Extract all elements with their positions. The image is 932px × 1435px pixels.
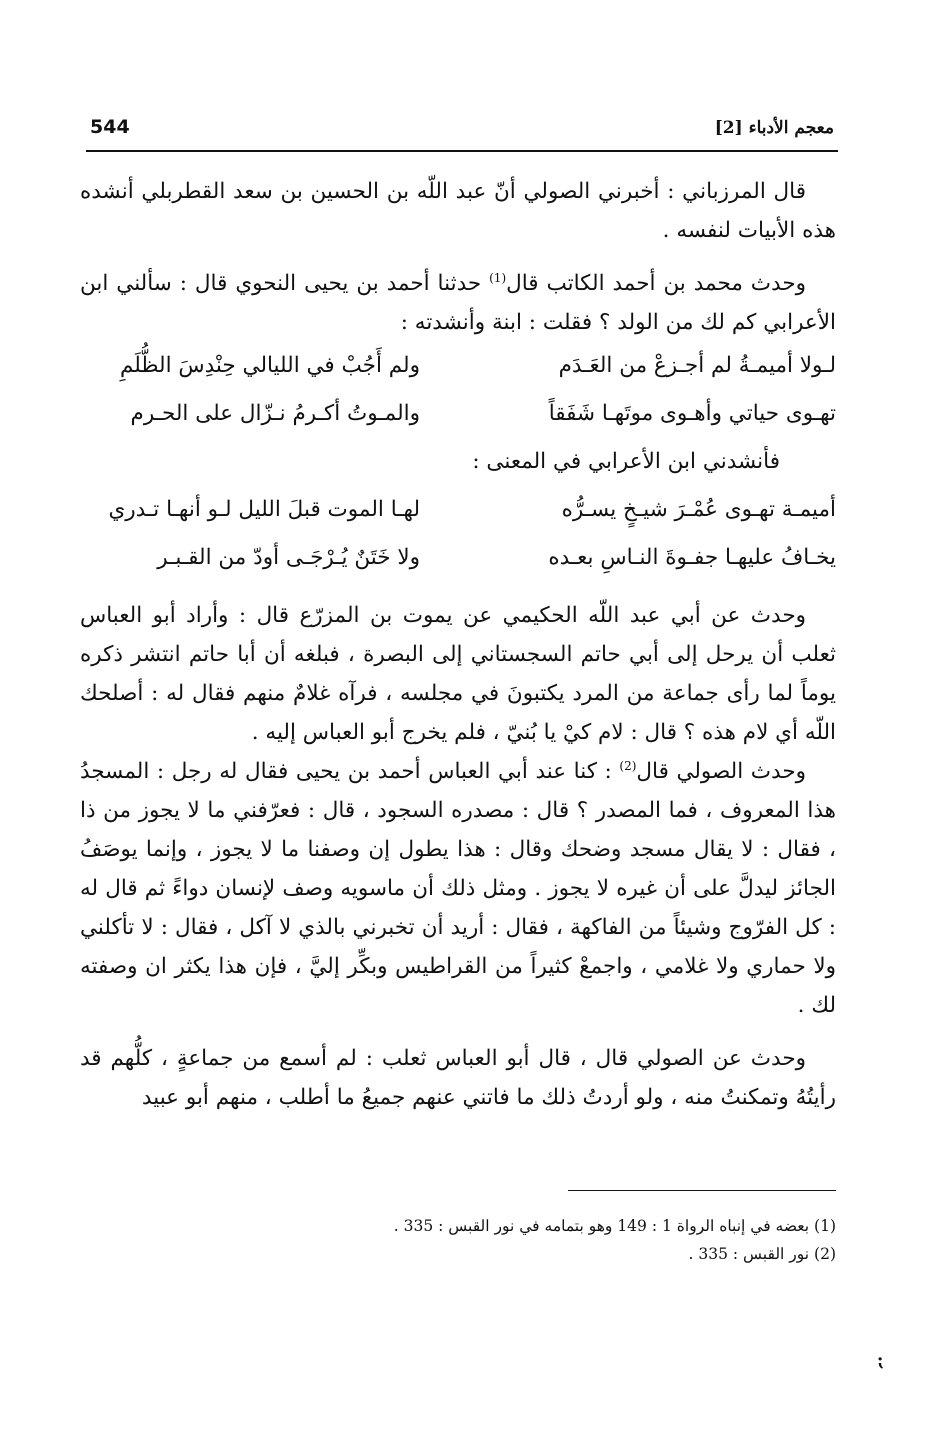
verse-1-first-hemistich: لـولا أميمـةُ لم أجـزعْ من العَـدَم <box>558 353 836 378</box>
verse-1 <box>80 342 836 390</box>
page-header <box>86 110 838 152</box>
paragraph-5: وحدث عن الصولي قال ، قال أبو العباس ثعلب : لم أسمع من جماعةٍ ، كلُّهم قد رأيتُهُ وتمكنتُ منه ، ولو أردتُ ذلك ما فاتني عنهم جميعُ ما أطلب ، منهم أبو عبيد <box>80 1046 836 1110</box>
paragraph-4 <box>80 752 836 1025</box>
footnote-ref-1: (1) <box>489 270 507 285</box>
footnote-1: (1) بعضه في إنباه الرواة 1 : 149 وهو بتمامه في نور القبس : 335 . <box>393 1217 836 1235</box>
paragraph-3: وحدث عن أبي عبد اللّه الحكيمي عن يموت بن المزرّع قال : وأراد أبو العباس ثعلب أن يرحل إلى أبي حاتم السجستاني إلى البصرة ، فبلغه أن أبا حاتم انتشر ذكره يوماً لما رأى جماعة من المرد يكتبونَ في مجلسه ، فرآه غلامٌ منهم فقال له : أصلحك اللّه أي لام هذه ؟ قال : لام كيْ يا بُنيّ ، فلم يخرج أبو العباس إليه . <box>80 603 836 745</box>
paragraph-2-text-a: وحدث محمد بن أحمد الكاتب قال <box>506 271 806 296</box>
verse-4-second-hemistich: ولا خَتَنٌ يُـرْجَـى أودّ من القـبـر <box>157 545 420 570</box>
paragraph-2-text-b: حدثنا أحمد بن يحيى النحوي قال : سألني ابن الأعرابي كم لك من الولد ؟ فقلت : ابنة وأنشدته : <box>80 271 836 335</box>
footnotes <box>80 1212 836 1268</box>
verse-4 <box>80 534 836 582</box>
main-text <box>80 172 836 1117</box>
verse-intro: فأنشدني ابن الأعرابي في المعنى : <box>472 449 780 474</box>
page-number: 544 <box>90 116 130 138</box>
footnote-ref-2: (2) <box>619 758 637 773</box>
paragraph-1: قال المرزباني : أخبرني الصولي أنّ عبد اللّه بن الحسين بن سعد القطربلي أنشده هذه الأبيات لنفسه . <box>80 179 836 243</box>
verse-4-first-hemistich: يخـافُ عليهـا جفـوةَ النـاسِ بعـده <box>548 545 836 570</box>
verse-3 <box>80 486 836 534</box>
verse-3-first-hemistich: أميمـة تهـوى عُمْـرَ شيـخٍ يسـرُّه <box>561 497 836 522</box>
running-title: معجم الأدباء [2] <box>714 118 834 138</box>
verse-3-second-hemistich: لهـا الموت قبلَ الليل لـو أنهـا تـدري <box>108 497 420 522</box>
verse-1-second-hemistich: ولم أَجُبْ في الليالي حِنْدِسَ الظُّلَمِ <box>119 353 420 378</box>
paragraph-4-text-a: وحدث الصولي قال <box>636 759 806 784</box>
verse-2-second-hemistich: والمـوتُ أكـرمُ نـزّال على الحـرم <box>130 401 420 426</box>
verse-2-first-hemistich: تهـوى حياتي وأهـوى موتَهـا شَفَقاً <box>548 401 836 426</box>
verse-2 <box>80 390 836 438</box>
footnote-separator <box>568 1190 836 1191</box>
footnote-2: (2) نور القبس : 335 . <box>688 1245 836 1263</box>
paragraph-2 <box>80 264 836 342</box>
margin-mark: ⁏ <box>878 1350 885 1371</box>
paragraph-4-text-b: : كنا عند أبي العباس أحمد بن يحيى فقال له رجل : المسجدُ هذا المعروف ، فما المصدر ؟ قال : مصدره السجود ، قال : فعرّفني ما لا يجوز من ذا ، فقال : لا يقال مسجد وضحك وقال : هذا يطول إن وصفنا ما لا يجوز ، وإنما يوصَفُ الجائز ليدلَّ على أن غيره لا يجوز . ومثل ذلك أن ماسويه وصف لإنسان دواءً ثم قال له : كل الفرّوج وشيئاً من الفاكهة ، فقال : أريد أن تخبرني بالذي لا آكل ، فقال : لا تأكلني ولا حماري ولا غلامي ، واجمعْ كثيراً من القراطيس وبكِّر إليَّ ، فإن هذا يكثر ان وصفته لك . <box>80 759 836 1018</box>
